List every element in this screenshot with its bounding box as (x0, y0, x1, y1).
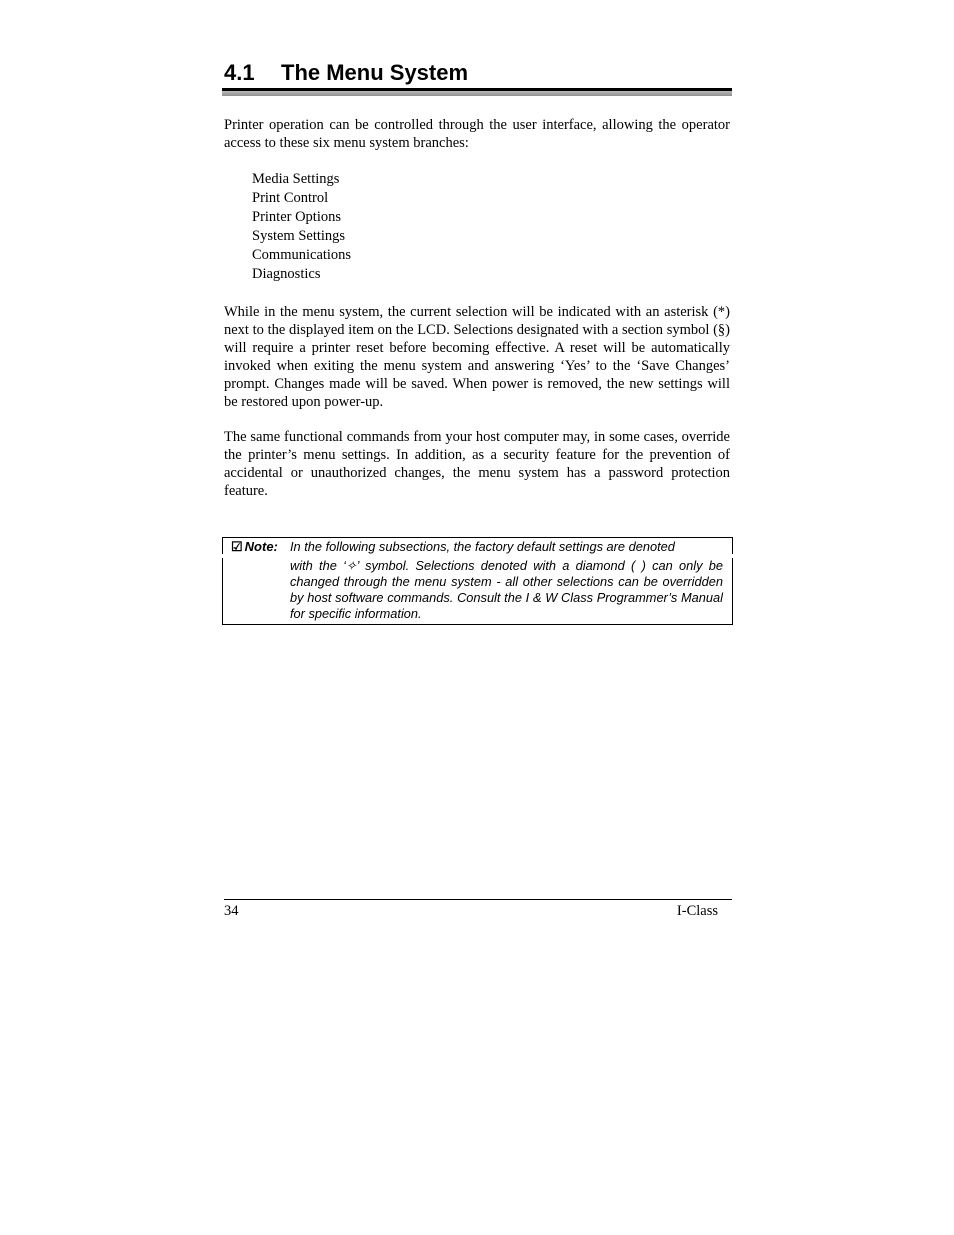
section-heading (224, 58, 468, 88)
heading-underline (222, 88, 732, 96)
menu-branch-system-settings: System Settings (252, 228, 346, 244)
menu-branch-print-control: Print Control (252, 190, 329, 206)
security-paragraph: The same functional commands from your host computer may, in some cases, override the printer’s menu settings. In addition, as a security feature for the prevention of accidental or unauthorized changes, the menu system has a password protection feature. (224, 429, 730, 499)
checkbox-checked-icon: ☑ (231, 539, 243, 554)
manual-page (224, 0, 731, 1235)
note-text-line1: In the following subsections, the factory default settings are denoted (290, 539, 675, 554)
intro-paragraph: Printer operation can be controlled through the user interface, allowing the operator access to these six menu system branches: (224, 117, 730, 151)
section-number: 4.1 (224, 60, 255, 85)
note-border-gap-left (221, 554, 224, 558)
note-box (222, 537, 733, 625)
note-border-gap-right (731, 554, 734, 558)
selection-paragraph: While in the menu system, the current selection will be indicated with an asterisk (*) next to the displayed item on the LCD. Selections designated with a section symbol (§) will require a printer reset before becoming effective. A reset will be automatically invoked when exiting the menu system and answering ‘Yes’ to the ‘Save Changes’ prompt. Changes made will be saved. When power is removed, the new settings will be restored upon power-up. (224, 304, 730, 410)
menu-branch-communications: Communications (252, 247, 352, 263)
menu-branch-diagnostics: Diagnostics (252, 266, 321, 282)
note-label (231, 539, 278, 555)
note-label-text: Note: (244, 539, 278, 554)
section-title: The Menu System (281, 60, 469, 85)
menu-branch-media-settings: Media Settings (252, 171, 340, 187)
footer-rule (224, 899, 732, 900)
menu-branch-printer-options: Printer Options (252, 209, 342, 225)
footer-product-name: I-Class (676, 903, 718, 919)
menu-branch-list (252, 170, 351, 284)
page-number: 34 (224, 903, 239, 919)
note-text (290, 539, 723, 622)
note-text-body: with the ‘✧’ symbol. Selections denoted with a diamond ( ) can only be changed through the menu system - all other selections can be overridden by host software commands. Consult the I & W Class Programmer’s Manual for specific information. (290, 558, 723, 621)
